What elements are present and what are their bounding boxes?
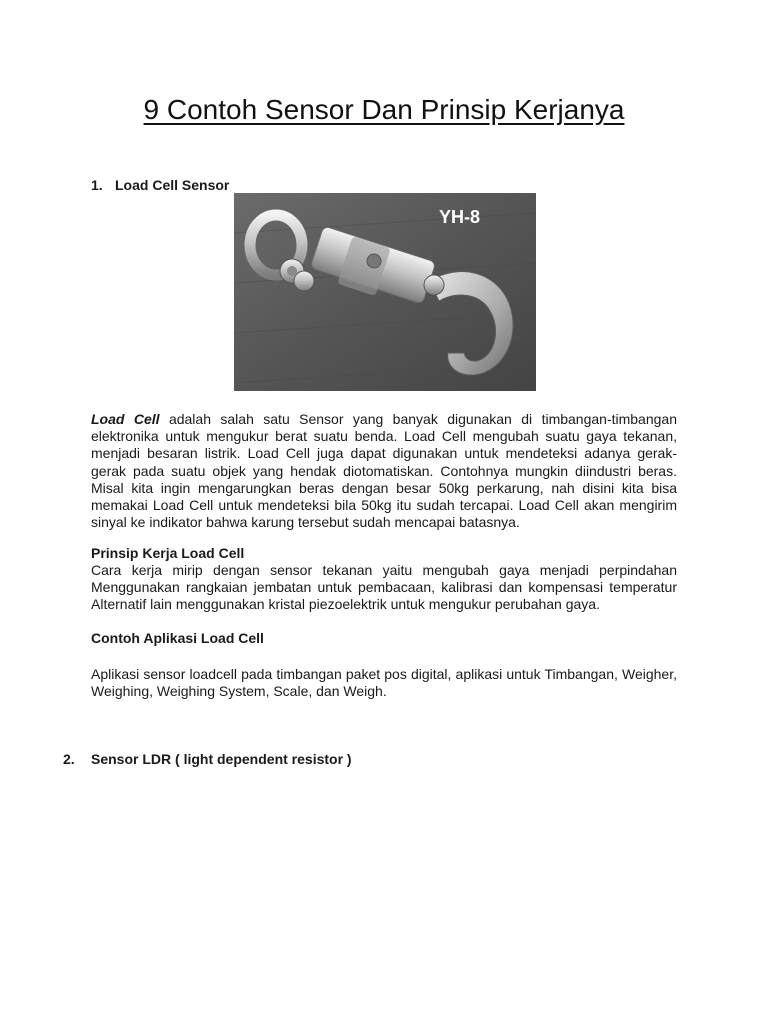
principle-heading: Prinsip Kerja Load Cell	[91, 545, 245, 561]
section-1-number: 1.	[91, 177, 103, 193]
page-title: 9 Contoh Sensor Dan Prinsip Kerjanya	[143, 94, 625, 125]
application-text: Aplikasi sensor loadcell pada timbangan paket pos digital, aplikasi untuk Timbangan, Weigher, Weighing, Weighing System, Scale, dan Weigh.	[91, 666, 677, 700]
image-label: YH-8	[439, 207, 481, 227]
load-cell-photo	[234, 193, 536, 391]
application-heading: Contoh Aplikasi Load Cell	[91, 630, 264, 646]
section-2-number: 2.	[63, 751, 75, 767]
principle-text: Cara kerja mirip dengan sensor tekanan yaitu mengubah gaya menjadi perpindahan Menggunakan rangkaian jembatan untuk pembacaan, kalibrasi dan kompensasi temperatur Alternatif lain menggunakan kristal piezoelektrik untuk mengukur perubahan gaya.	[91, 562, 677, 613]
section-1-heading	[91, 176, 229, 194]
section-2-title: Sensor LDR ( light dependent resistor )	[91, 751, 352, 767]
section-1-title: Load Cell Sensor	[115, 177, 230, 193]
section-2-heading	[63, 750, 352, 768]
load-cell-intro-text: adalah salah satu Sensor yang banyak digunakan di timbangan-timbangan elektronika untuk mengukur berat suatu benda. Load Cell mengubah suatu gaya tekanan, menjadi besaran listrik. Load Cell juga dapat digunakan untuk mendeteksi adanya gerak-gerak pada suatu objek yang hendak diotomatiskan. Contohnya mungkin diindustri beras. Misal kita ingin mengarungkan beras dengan besar 50kg perkarung, nah disini kita bisa memakai Load Cell untuk mendeteksi bila 50kg itu sudah tercapai. Load Cell akan mengirim sinyal ke indikator bahwa karung tersebut sudah mencapai batasnya.	[91, 411, 677, 531]
load-cell-description	[91, 411, 677, 531]
load-cell-lead: Load Cell	[91, 411, 160, 427]
